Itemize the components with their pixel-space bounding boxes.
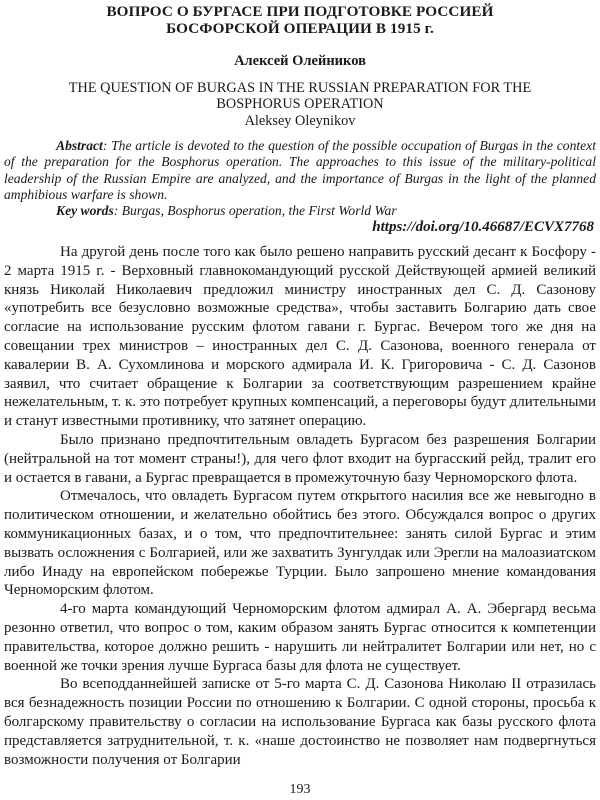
abstract <box>4 138 596 204</box>
author-en: Aleksey Oleynikov <box>244 113 356 129</box>
title-ru-line2: БОСФОРСКОЙ ОПЕРАЦИИ В 1915 г. <box>166 20 434 37</box>
title-en-line1: THE QUESTION OF BURGAS IN THE RUSSIAN PREPARATION FOR THE <box>68 80 532 96</box>
title-en-line2: BOSPHORUS OPERATION <box>216 96 384 112</box>
paragraph: Отмечалось, что овладеть Бургасом путем открытого насилия все же невыгодно в политическом отношении, и желательно обойтись без этого. Обсуждался вопрос о других коммуникационных базах, и о том, что предпочтительнее: занять силой Бургас и этим вызвать осложнения с Болгарией, или же захватить Зунгулдак или Эрегли на малоазиатском либо Инаду на европейском побережье Турции. Было запрошено мнение командования Черноморским флотом. <box>4 488 596 599</box>
title-ru-line1: ВОПРОС О БУРГАСЕ ПРИ ПОДГОТОВКЕ РОССИЕЙ <box>106 3 494 20</box>
paragraph: Было признано предпочтительным овладеть Бургасом без разрешения Болгарии (нейтральной на тот момент страны!), для чего флот входит на бургасский рейд, тралит его и остается в гавани, а Бургас превращается в промежуточную базу Черноморского флота. <box>4 431 596 486</box>
paragraph: Во всеподданнейшей записке от 5-го марта С. Д. Сазонова Николаю II отразилась вся безнадежность позиции России по отношению к Болгарии. С одной стороны, просьба к болгарскому правительству о согласии на использование Бургаса как базы русского флота представляется затруднительной, т. к. «наше достоинство не позволяет нам подвергнуться возможности получения от Болгарии <box>4 676 596 768</box>
author-ru: Алексей Олейников <box>234 53 366 69</box>
paragraph: На другой день после того как было решено направить русский десант к Босфору - 2 марта 1915 г. - Верховный главнокомандующий русской Действующей армией великий князь Николай Николаевич предложил министру иностранных дел С. Д. Сазонову «употребить все безусловно возможные средства», чтобы заставить Болгарию дать свое согласие на использование русским флотом гавани г. Бургас. Вечером того же дня на совещании трех министров – иностранных дел С. Д. Сазонова, военного генерала от кавалерии В. А. Сухомлинова и морского адмирала И. К. Григоровича - С. Д. Сазонов заявил, что считает обращение к Болгарии за соответствующим разрешением крайне нежелательным, т. к. это потребует крупных компенсаций, а переговоры будут длительными и станут известными противнику, что затянет операцию. <box>4 244 596 430</box>
article-body <box>4 243 596 769</box>
keywords-text: : Burgas, Bosphorus operation, the First World War <box>113 203 397 218</box>
doi-link[interactable]: https://doi.org/10.46687/ECVX7768 <box>372 219 594 235</box>
abstract-label: Abstract <box>56 138 103 153</box>
abstract-text: : The article is devoted to the question of the possible occupation of Burgas in the context of the preparation for the Bosphorus operation. The approaches to this issue of the military-political leadership of the Russian Empire are analyzed, and the importance of Burgas in the light of the planned amphibious warfare is shown. <box>4 138 596 203</box>
keywords <box>56 203 397 219</box>
page-number: 193 <box>289 782 311 797</box>
paragraph: 4-го марта командующий Черноморским флотом адмирал А. А. Эбергард весьма резонно ответил, что вопрос о том, каким образом занять Бургас относится к компетенции правительства, которое должно решить - нарушить ли нейтралитет Болгарии или нет, но с военной же точки зрения лучше Бургаса базы для флота не существует. <box>4 601 596 674</box>
keywords-label: Key words <box>56 203 114 218</box>
